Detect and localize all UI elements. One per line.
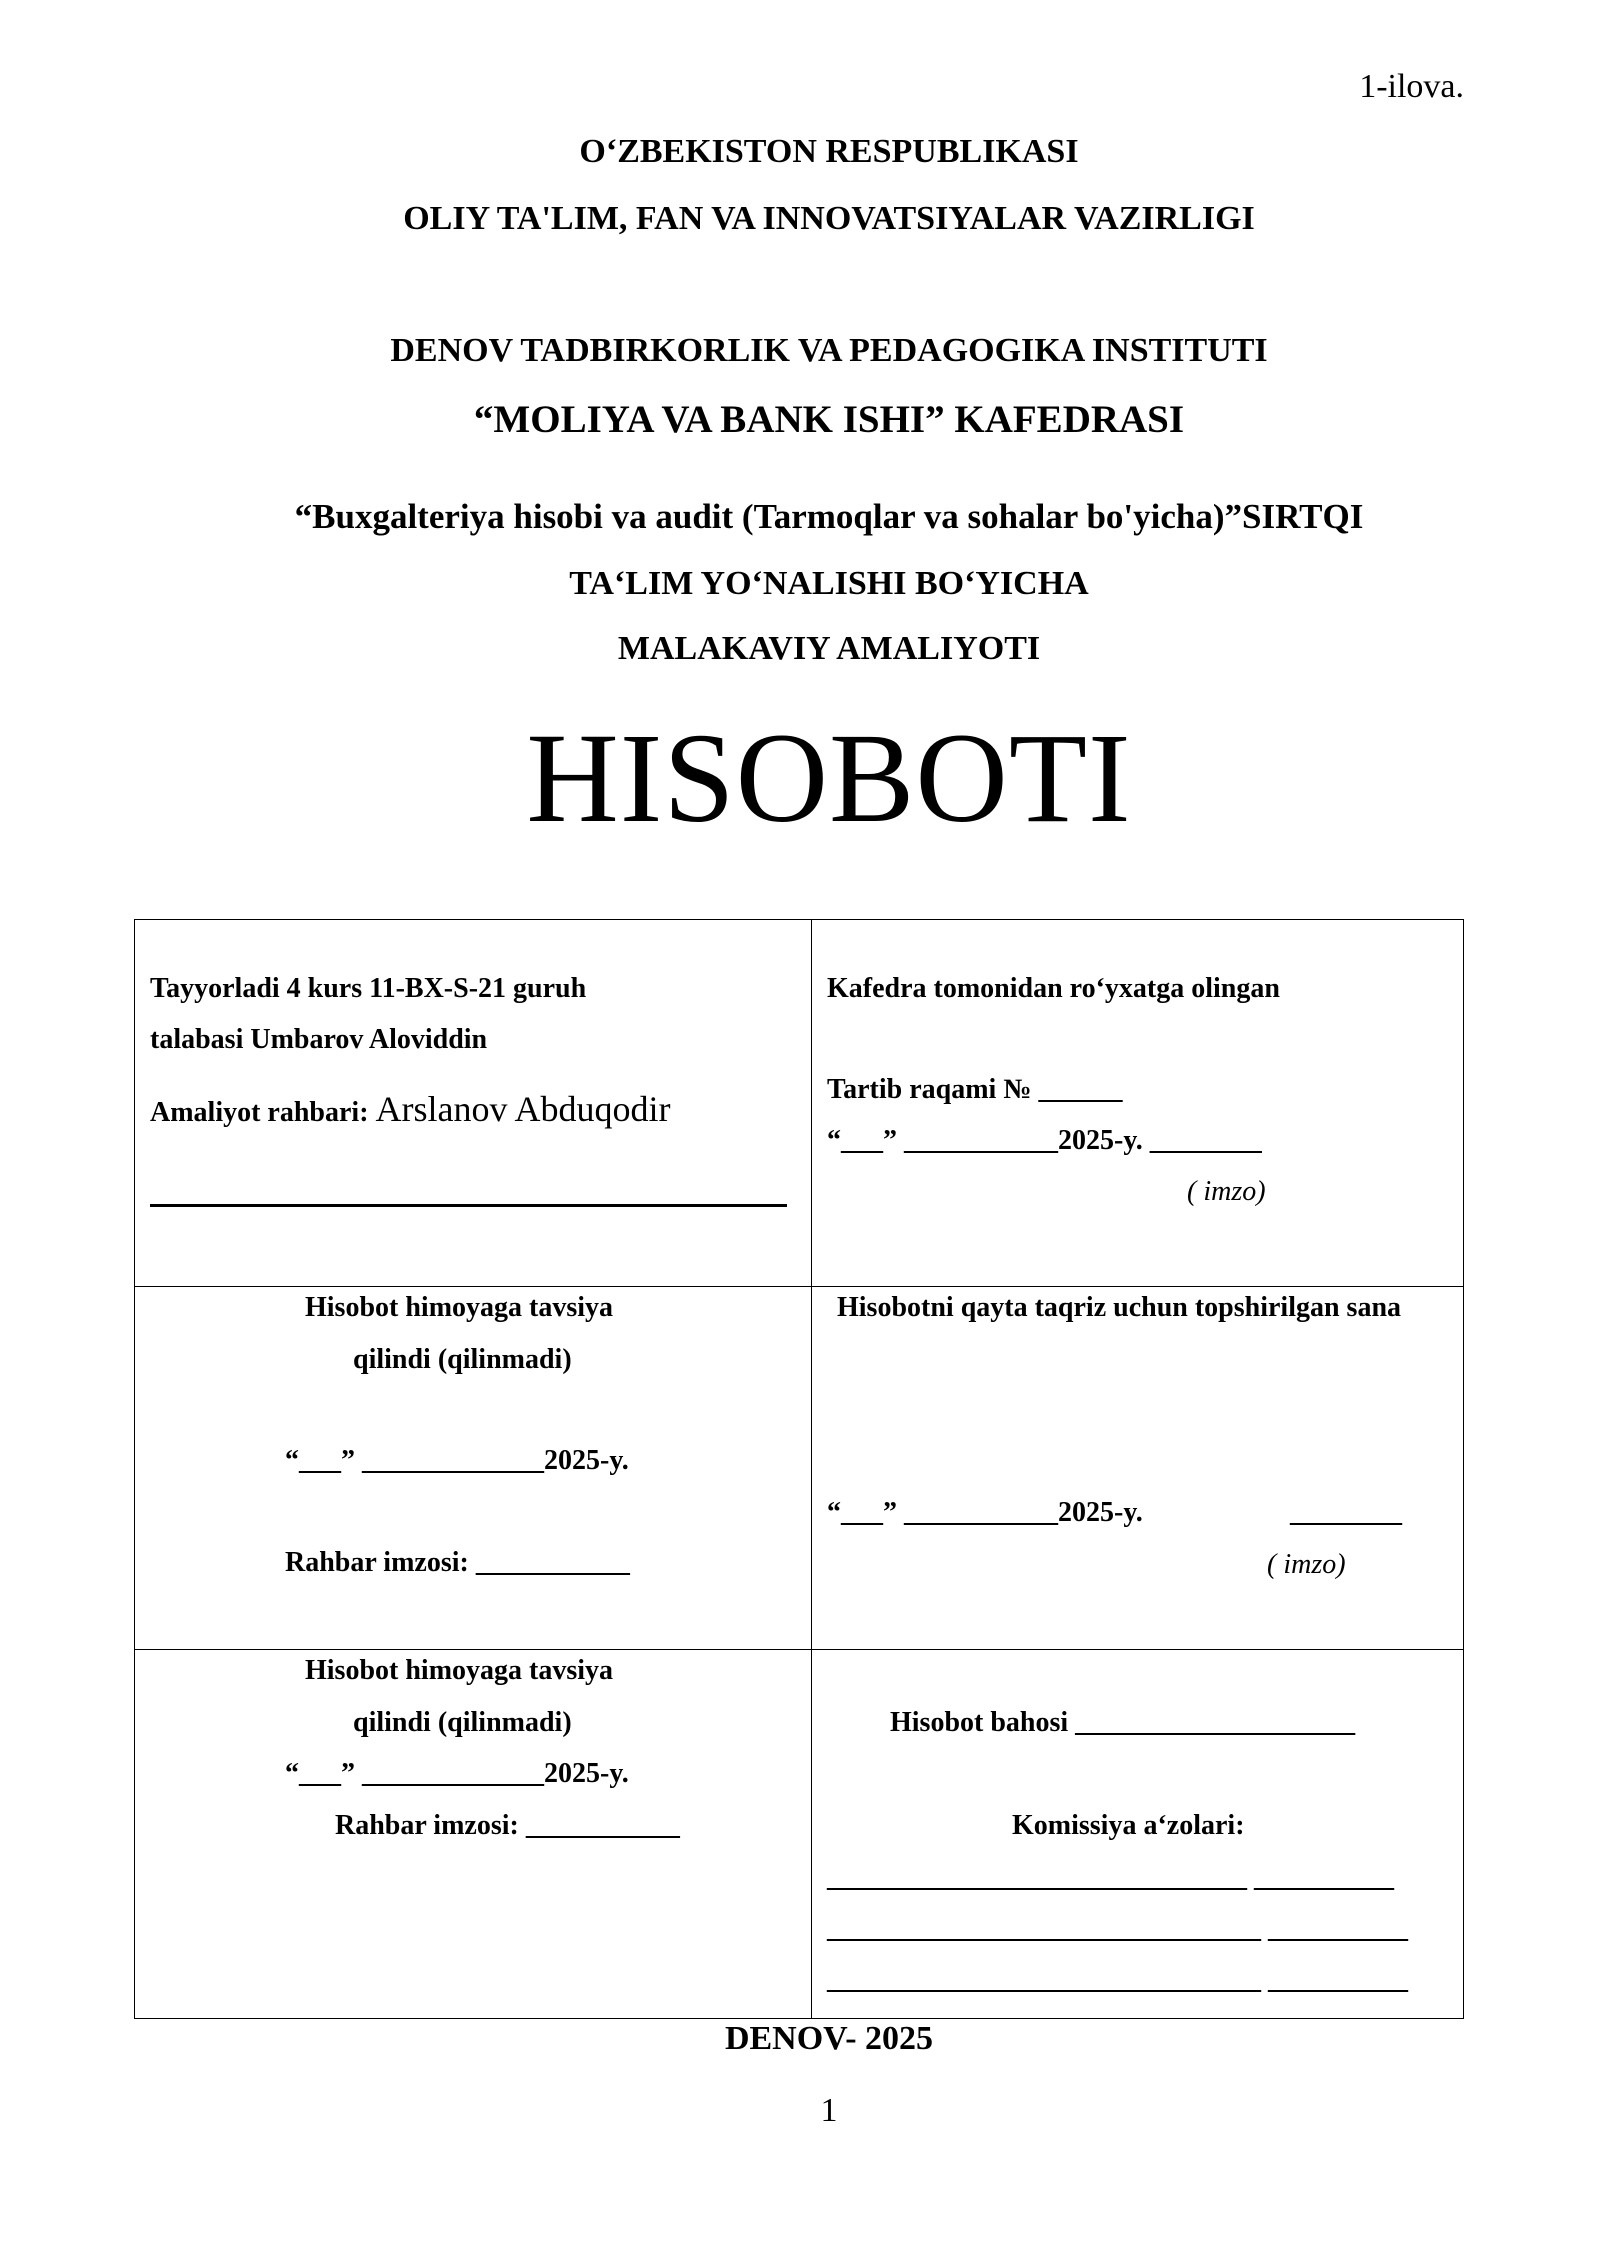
recommend1-line1: Hisobot himoyaga tavsiya: [305, 1292, 614, 1323]
registration-date: “___” ___________2025-y. ________: [827, 1125, 1262, 1156]
ministry-title: OLIY TA'LIM, FAN VA INNOVATSIYALAR VAZIRLIGI: [403, 200, 1255, 237]
recommend-cell-1: [135, 1287, 812, 1650]
supervisor-label: Amaliyot rahbari:: [150, 1097, 369, 1128]
recommend1-sign: Rahbar imzosi: ___________: [285, 1547, 630, 1578]
department-title: “MOLIYA VA BANK ISHI” KAFEDRASI: [473, 398, 1185, 441]
resubmit-sign: ( imzo): [1267, 1549, 1346, 1580]
institute-title: DENOV TADBIRKORLIK VA PEDAGOGIKA INSTITUTI: [390, 332, 1268, 369]
commission-label: Komissiya a‘zolari:: [1012, 1810, 1245, 1841]
resubmit-line: ________: [1290, 1497, 1402, 1528]
page-number: 1: [820, 2092, 838, 2129]
republic-title: O‘ZBEKISTON RESPUBLIKASI: [579, 133, 1079, 170]
practice-title: MALAKAVIY AMALIYOTI: [617, 630, 1041, 667]
recommend1-date: “___” _____________2025-y.: [285, 1445, 629, 1476]
recommend2-date: “___” _____________2025-y.: [285, 1758, 629, 1789]
registration-sign: ( imzo): [1187, 1176, 1266, 1207]
prepared-line1: Tayyorladi 4 kurs 11-BX-S-21 guruh: [150, 973, 587, 1004]
grade-label: Hisobot bahosi ____________________: [890, 1707, 1356, 1738]
report-title: HISOBOTI: [526, 707, 1132, 849]
commission-member-1: ______________________________ __________: [827, 1862, 1394, 1893]
registration-title: Kafedra tomonidan ro‘yxatga olingan: [827, 973, 1280, 1004]
resubmit-cell: [812, 1287, 1464, 1650]
commission-member-2: _______________________________ __________: [827, 1913, 1408, 1944]
resubmit-date: “___” ___________2025-y.: [827, 1497, 1143, 1528]
grade-cell: [812, 1650, 1464, 2019]
direction-subtitle: TA‘LIM YO‘NALISHI BO‘YICHA: [569, 565, 1089, 602]
supervisor-name: Arslanov Abduqodir: [375, 1089, 671, 1129]
resubmit-title: Hisobotni qayta taqriz uchun topshirilgan sana: [837, 1292, 1402, 1323]
prepared-cell: [135, 920, 812, 1287]
direction-title: “Buxgalteriya hisobi va audit (Tarmoqlar va sohalar bo'yicha)”SIRTQI: [294, 497, 1364, 536]
registration-cell: [812, 920, 1464, 1287]
recommend2-sign: Rahbar imzosi: ___________: [335, 1810, 680, 1841]
recommend2-line1: Hisobot himoyaga tavsiya: [305, 1655, 614, 1686]
recommend1-line2: qilindi (qilinmadi): [353, 1344, 572, 1375]
annex-label: 1-ilova.: [1359, 68, 1464, 105]
recommend-cell-2: [135, 1650, 812, 2019]
report-info-table: [134, 919, 1464, 2019]
recommend2-line2: qilindi (qilinmadi): [353, 1707, 572, 1738]
footer-city-year: DENOV- 2025: [724, 2020, 934, 2057]
signature-line: [150, 1204, 787, 1207]
supervisor-row: [150, 1088, 671, 1130]
commission-member-3: _______________________________ __________: [827, 1964, 1408, 1995]
registration-order: Tartib raqami № ______: [827, 1074, 1123, 1105]
prepared-line2: talabasi Umbarov Aloviddin: [150, 1024, 488, 1055]
